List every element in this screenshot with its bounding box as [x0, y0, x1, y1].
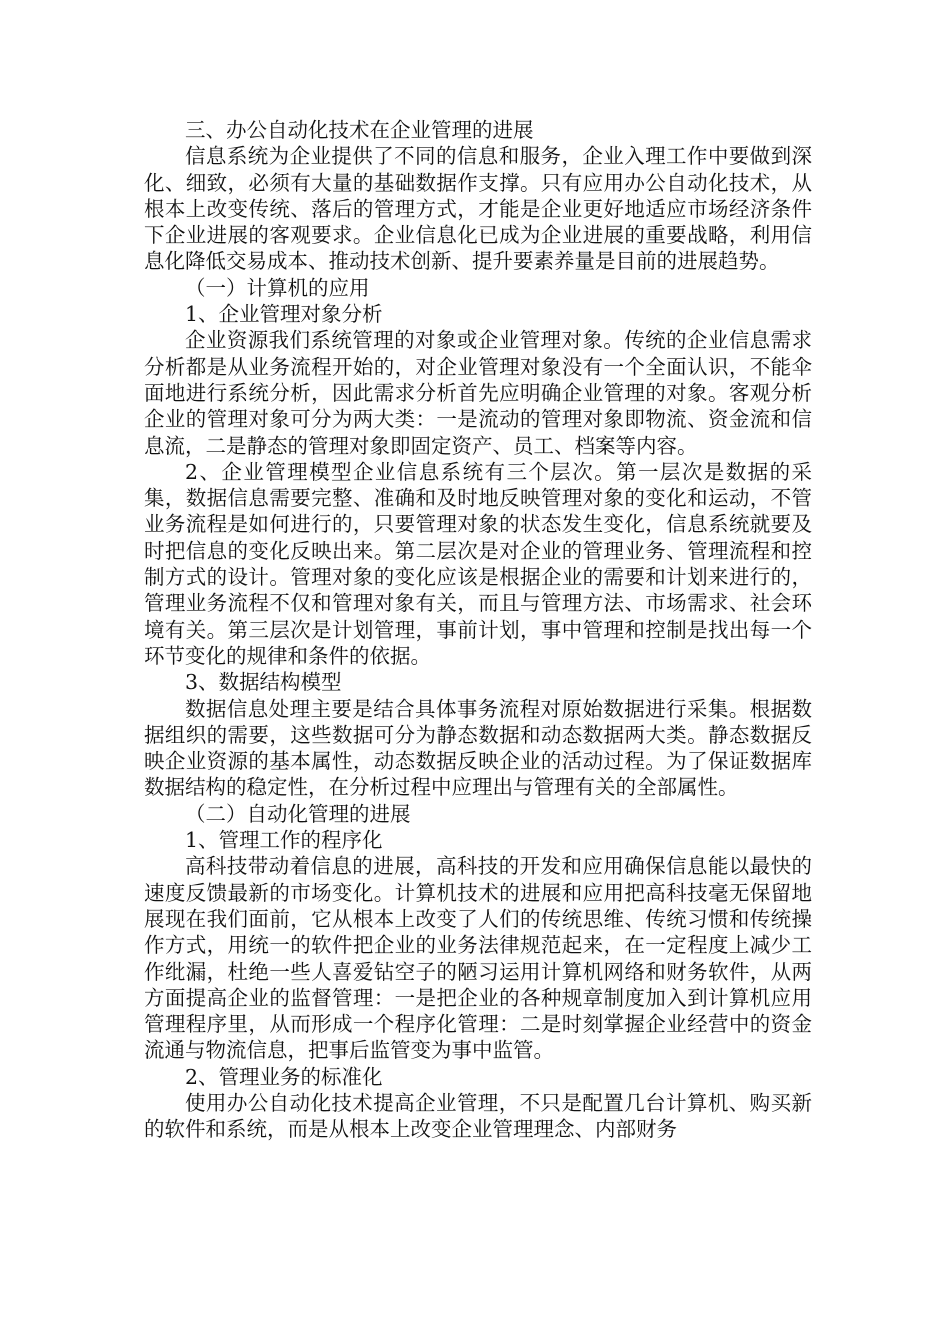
- subsection-heading: （二）自动化管理的进展: [185, 801, 411, 826]
- item-heading: 1、管理工作的程序化: [185, 828, 383, 853]
- body-paragraph: 使用办公自动化技术提高企业管理，不只是配置几台计算机、购买新的软件和系统，而是从根本上改变企业管理理念、内部财务: [144, 1090, 812, 1142]
- body-paragraph: 信息系统为企业提供了不同的信息和服务，企业入理工作中要做到深化、细致，必须有大量的基础数据作支撑。只有应用办公自动化技术，从根本上改变传统、落后的管理方式，才能是企业更好地适应市场经济条件下企业进展的客观要求。企业信息化已成为企业进展的重要战略，利用信息化降低交易成本、推动技术创新、提升要素养量是目前的进展趋势。: [144, 144, 812, 274]
- body-paragraph: 企业资源我们系统管理的对象或企业管理对象。传统的企业信息需求分析都是从业务流程开始的，对企业管理对象没有一个全面认识，不能伞面地进行系统分析，因此需求分析首先应明确企业管理的对象。客观分析企业的管理对象可分为两大类：一是流动的管理对象即物流、资金流和信息流，二是静态的管理对象即固定资产、员工、档案等内容。: [144, 328, 812, 458]
- body-paragraph: 数据信息处理主要是结合具体事务流程对原始数据进行采集。根据数据组织的需要，这些数据可分为静态数据和动态数据两大类。静态数据反映企业资源的基本属性，动态数据反映企业的活动过程。为了保证数据库数据结构的稳定性，在分析过程中应理出与管理有关的全部属性。: [144, 696, 812, 800]
- body-paragraph: 2、企业管理模型企业信息系统有三个层次。第一层次是数据的采集，数据信息需要完整、准确和及时地反映管理对象的变化和运动，不管业务流程是如何进行的，只要管理对象的状态发生变化，信息系统就要及时把信息的变化反映出来。第二层次是对企业的管理业务、管理流程和控制方式的设计。管理对象的变化应该是根据企业的需要和计划来进行的，管理业务流程不仅和管理对象有关，而且与管理方法、市场需求、社会环境有关。第三层次是计划管理，事前计划，事中管理和控制是找出每一个环节变化的规律和条件的依据。: [144, 459, 812, 668]
- item-heading: 2、管理业务的标准化: [185, 1064, 383, 1089]
- document-page: [144, 117, 812, 1143]
- item-heading: 3、数据结构模型: [185, 670, 342, 695]
- body-paragraph: 高科技带动着信息的进展，高科技的开发和应用确保信息能以最快的速度反馈最新的市场变化。计算机技术的进展和应用把高科技毫无保留地展现在我们面前，它从根本上改变了人们的传统思维、传统习惯和传统操作方式，用统一的软件把企业的业务法律规范起来，在一定程度上减少工作纰漏，杜绝一些人喜爱钻空子的陋习运用计算机网络和财务软件，从两方面提高企业的监督管理：一是把企业的各种规章制度加入到计算机应用管理程序里，从而形成一个程序化管理：二是时刻掌握企业经营中的资金流通与物流信息，把事后监管变为事中监管。: [144, 854, 812, 1063]
- item-heading: 1、企业管理对象分析: [185, 302, 383, 327]
- subsection-heading: （一）计算机的应用: [185, 275, 370, 300]
- section-heading: 三、办公自动化技术在企业管理的进展: [185, 118, 534, 142]
